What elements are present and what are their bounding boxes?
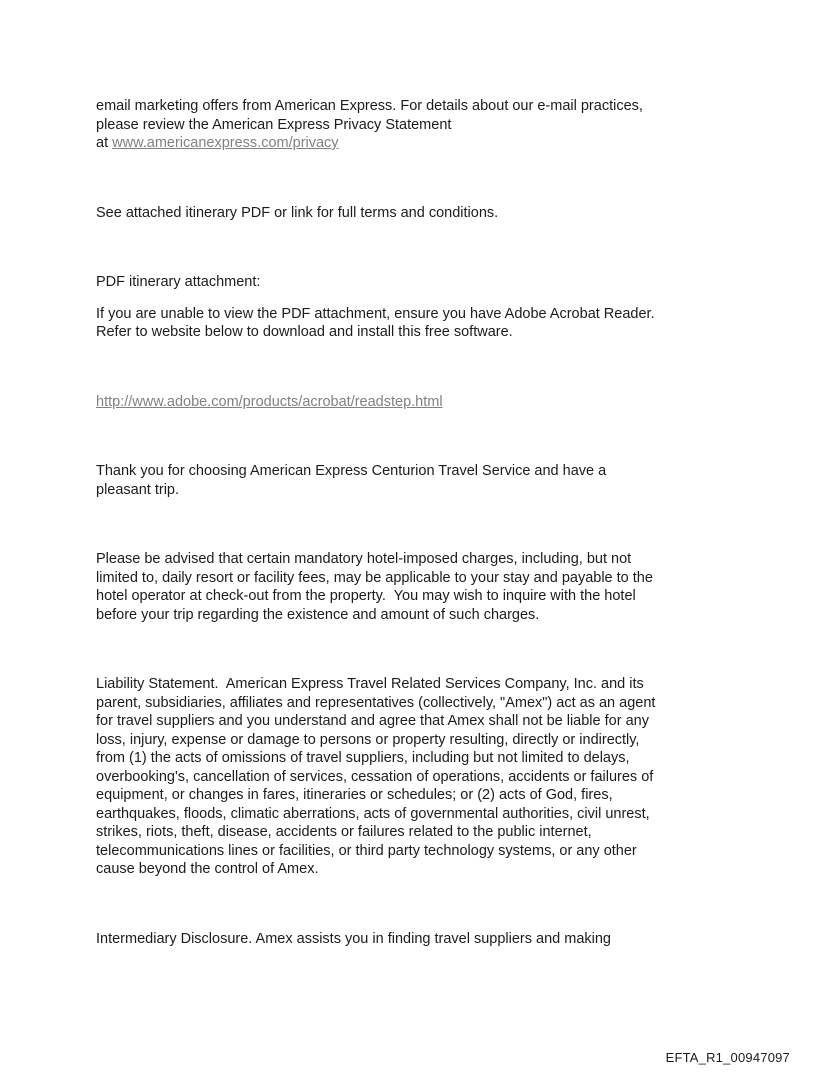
text-segment: Refer to website below to download and install this free software. [96, 324, 513, 340]
paragraph [96, 462, 800, 499]
text-segment: earthquakes, floods, climatic aberrations, acts of governmental authorities, civil unrest, [96, 805, 650, 822]
paragraph [96, 204, 800, 223]
text-segment: pleasant trip. [96, 481, 180, 498]
text-segment: please review the American Express Privacy Statement [96, 116, 452, 133]
text-segment: Please be advised that certain mandatory hotel-imposed charges, including, but not [96, 551, 632, 567]
text-segment: email marketing offers from American Express. For details about our e-mail practices, [96, 98, 643, 114]
text-segment: PDF itinerary attachment: [96, 274, 261, 290]
section [96, 550, 800, 624]
text-segment: overbooking's, cancellation of services, cessation of operations, accidents or failures of [96, 768, 654, 785]
section [96, 930, 800, 949]
section [96, 393, 800, 412]
text-segment: for travel suppliers and you understand and agree that Amex shall not be liable for any [96, 713, 649, 729]
text-segment: at [96, 135, 113, 151]
section [96, 273, 800, 342]
section [96, 675, 800, 879]
text-segment: cause beyond the control of Amex. [96, 861, 319, 877]
adobe-acrobat-reader-link[interactable]: http://www.adobe.com/products/acrobat/readstep.html [96, 393, 443, 410]
section [96, 462, 800, 499]
text-segment: Thank you for choosing American Express Centurion Travel Service and have a [96, 463, 607, 479]
section [96, 204, 800, 223]
paragraph [96, 273, 800, 292]
text-segment: Intermediary Disclosure. Amex assists you in finding travel suppliers and making [96, 930, 611, 947]
text-segment: hotel operator at check-out from the property. You may wish to inquire with the hotel [96, 588, 636, 604]
paragraph [96, 97, 800, 153]
text-segment: loss, injury, expense or damage to persons or property resulting, directly or indirectly, [96, 731, 640, 748]
section [96, 97, 800, 153]
paragraph [96, 550, 800, 624]
paragraph [96, 393, 800, 412]
paragraph [96, 675, 800, 879]
text-segment: Liability Statement. American Express Travel Related Services Company, Inc. and its [96, 676, 644, 692]
text-segment: See attached itinerary PDF or link for full terms and conditions. [96, 204, 499, 221]
paragraph [96, 305, 800, 342]
text-segment: limited to, daily resort or facility fees, may be applicable to your stay and payable to the [96, 569, 653, 586]
text-segment: parent, subsidiaries, affiliates and representatives (collectively, "Amex") act as an agent [96, 694, 656, 711]
paragraph [96, 930, 800, 949]
bates-number: EFTA_R1_00947097 [665, 1050, 790, 1065]
text-segment: equipment, or changes in fares, itineraries or schedules; or (2) acts of God, fires, [96, 787, 613, 803]
text-segment: before your trip regarding the existence and amount of such charges. [96, 606, 540, 623]
text-segment: from (1) the acts of omissions of travel suppliers, including but not limited to delays, [96, 750, 630, 766]
text-segment: telecommunications lines or facilities, or third party technology systems, or any other [96, 842, 637, 859]
amex-privacy-link[interactable]: www.americanexpress.com/privacy [112, 135, 339, 151]
text-segment: If you are unable to view the PDF attachment, ensure you have Adobe Acrobat Reader. [96, 305, 655, 322]
document-body [96, 97, 800, 948]
text-segment: strikes, riots, theft, disease, accidents or failures related to the public internet, [96, 824, 592, 840]
